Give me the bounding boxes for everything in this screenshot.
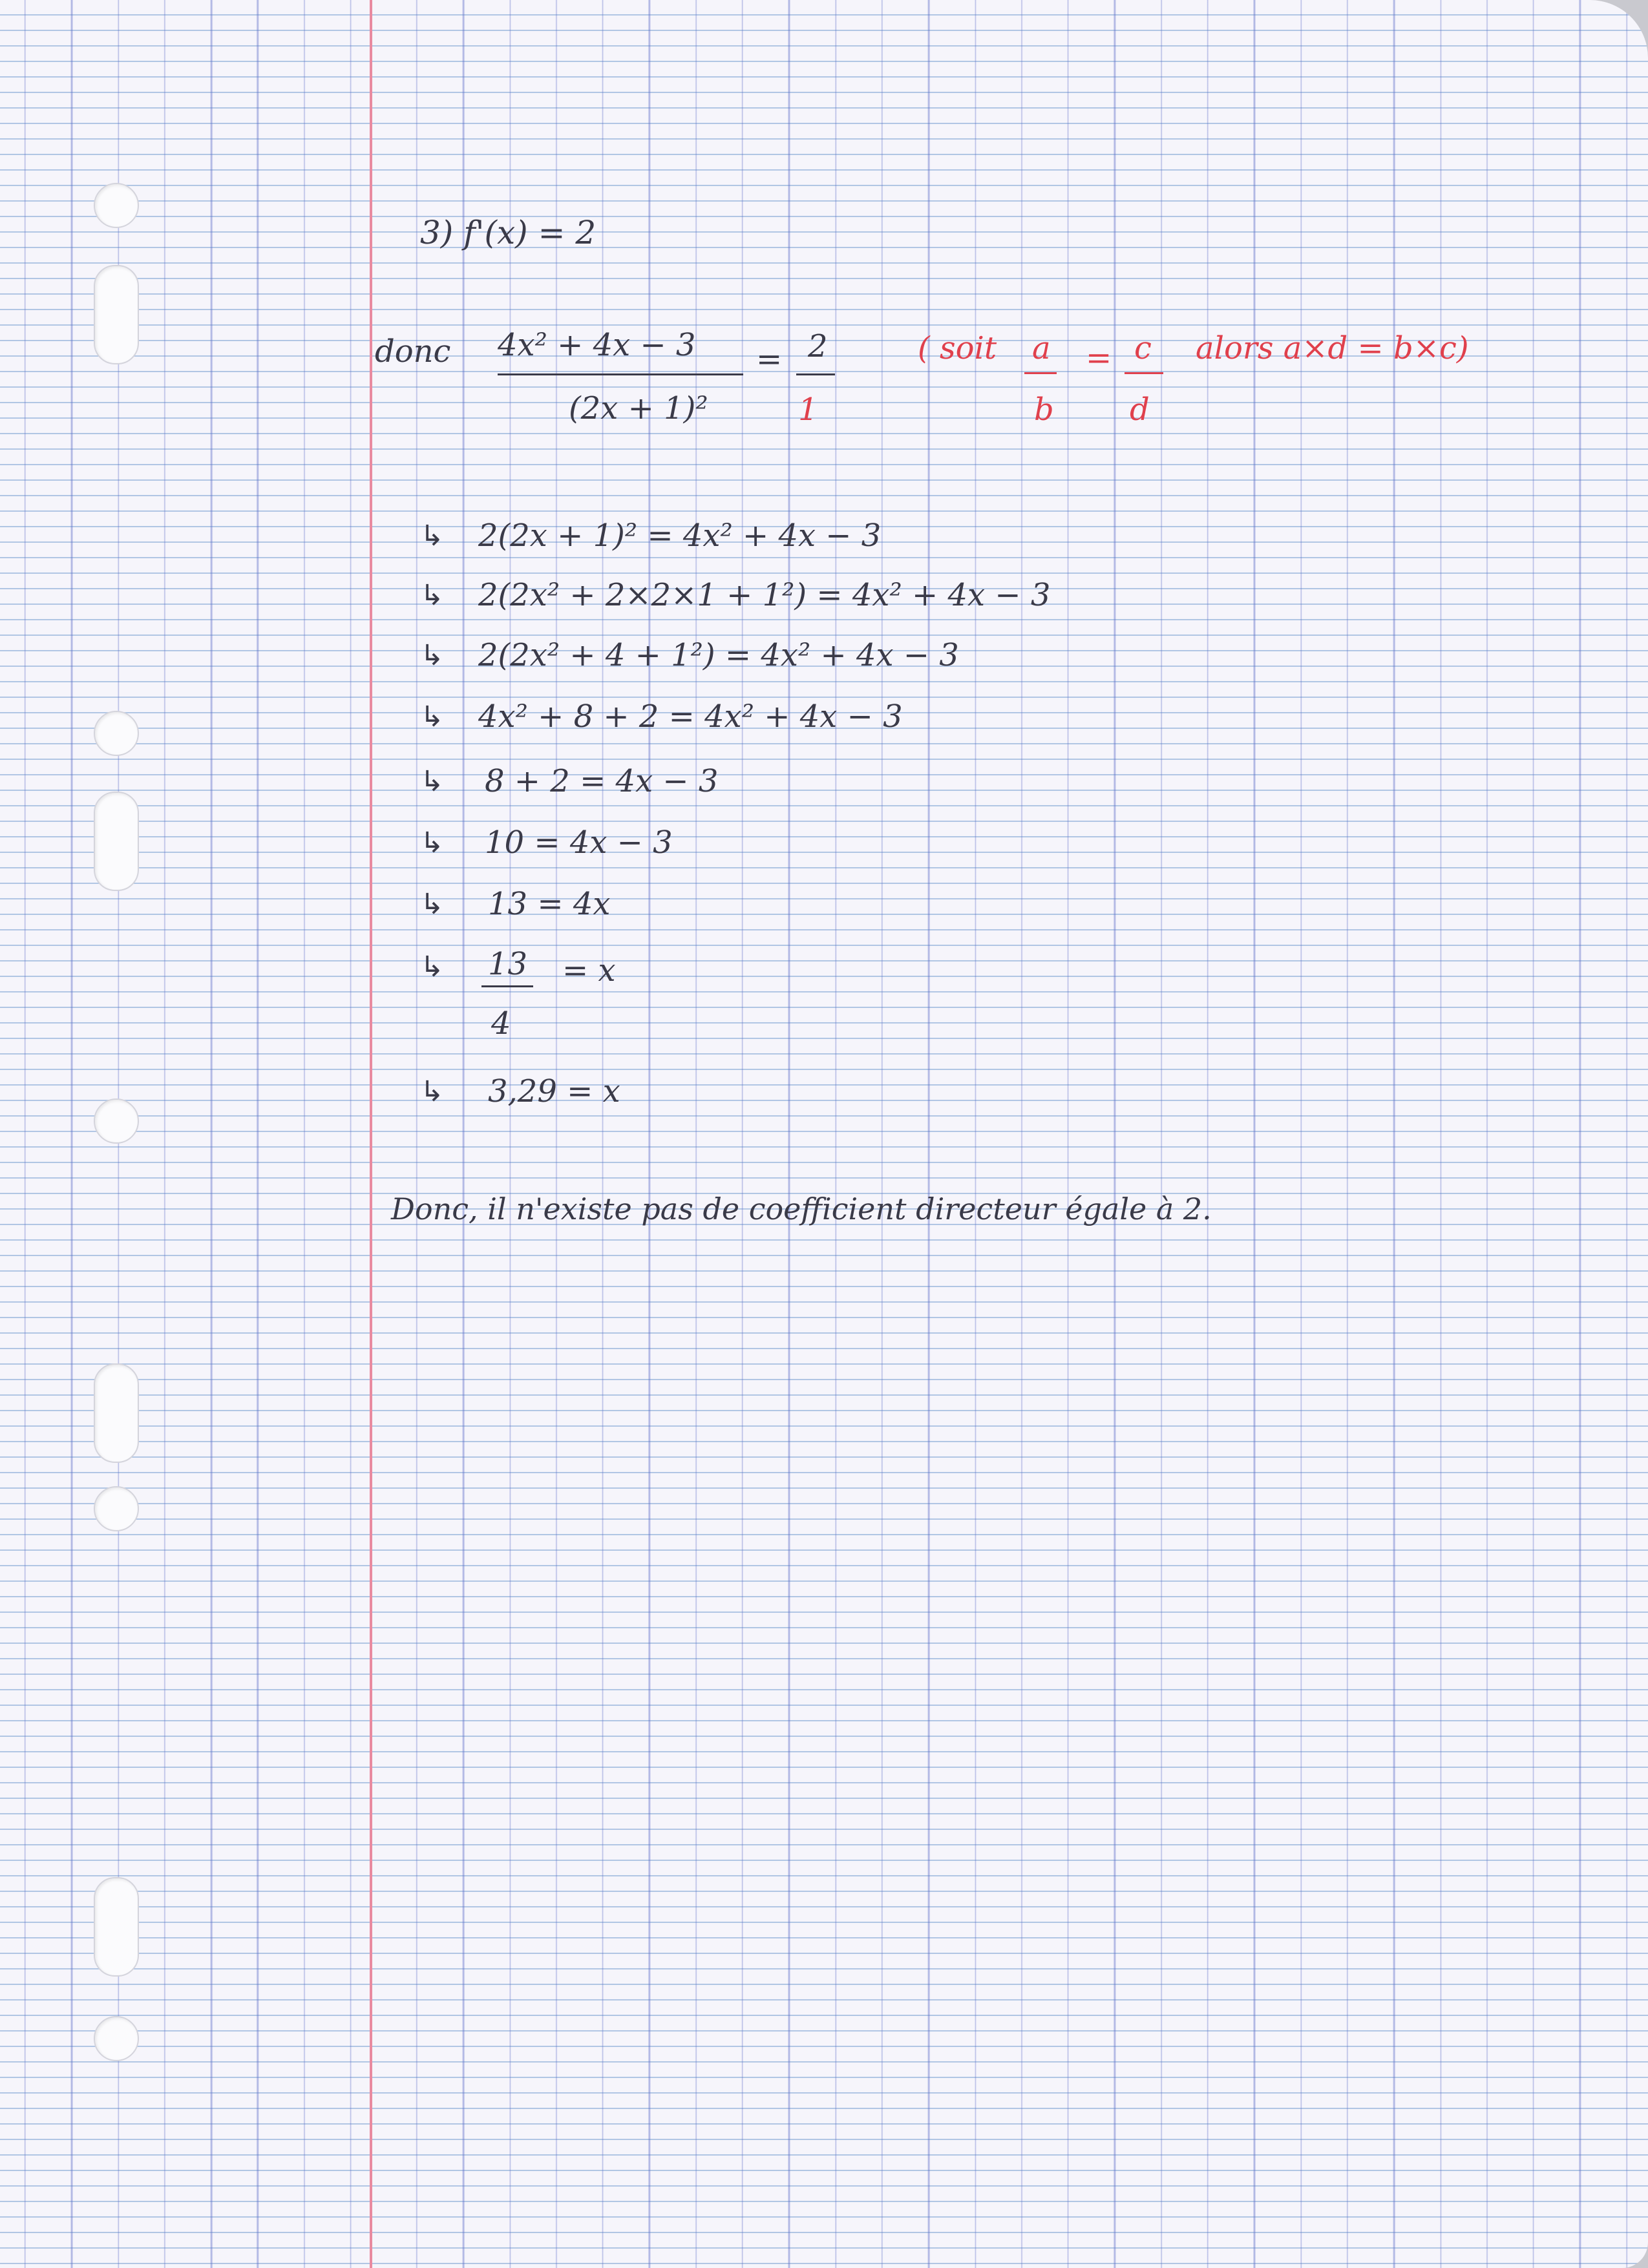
- note-d: d: [1130, 392, 1150, 428]
- step-1: 2(2x + 1)² = 4x² + 4x − 3: [478, 518, 882, 554]
- question-header: 3) f'(x) = 2: [420, 214, 597, 251]
- step-8-numerator: 13: [488, 946, 528, 982]
- step-arrow: ↳: [420, 826, 444, 859]
- step-arrow: ↳: [420, 950, 444, 983]
- binder-slot: [94, 1877, 139, 1977]
- step-arrow: ↳: [420, 765, 444, 798]
- step-arrow: ↳: [420, 520, 444, 552]
- binder-hole: [94, 2016, 139, 2061]
- step-8-rhs: = x: [562, 952, 616, 989]
- note-b: b: [1034, 392, 1054, 428]
- step-arrow: ↳: [420, 579, 444, 612]
- step-4: 4x² + 8 + 2 = 4x² + 4x − 3: [478, 698, 903, 735]
- rhs-denominator: 1: [798, 392, 818, 428]
- binder-hole: [94, 183, 139, 228]
- note-cd-bar: [1125, 372, 1163, 374]
- rhs-fraction-bar: [796, 373, 835, 375]
- margin-line: [370, 0, 372, 2268]
- binder-hole: [94, 711, 139, 756]
- binder-hole: [94, 1486, 139, 1531]
- note-open: ( soit: [918, 330, 997, 366]
- fraction-equals: =: [756, 341, 783, 377]
- binder-hole: [94, 1098, 139, 1144]
- step-3: 2(2x² + 4 + 1²) = 4x² + 4x − 3: [478, 637, 959, 673]
- conclusion: Donc, il n'existe pas de coefficient directeur égale à 2.: [391, 1192, 1212, 1226]
- note-then: alors a×d = b×c): [1196, 330, 1469, 366]
- step-arrow: ↳: [420, 888, 444, 921]
- step-arrow: ↳: [420, 639, 444, 672]
- binder-slot: [94, 265, 139, 364]
- binder-slot: [94, 1363, 139, 1463]
- step-6: 10 = 4x − 3: [485, 824, 673, 861]
- note-equals: =: [1086, 340, 1112, 376]
- fraction-numerator: 4x² + 4x − 3: [498, 327, 696, 363]
- step-5: 8 + 2 = 4x − 3: [485, 763, 719, 799]
- note-c: c: [1134, 330, 1152, 366]
- rhs-numerator: 2: [808, 328, 828, 364]
- step-arrow: ↳: [420, 700, 444, 733]
- step-2: 2(2x² + 2×2×1 + 1²) = 4x² + 4x − 3: [478, 577, 1051, 613]
- step-final: 3,29 = x: [488, 1073, 620, 1109]
- donc-label: donc: [375, 333, 451, 370]
- step-arrow: ↳: [420, 1075, 444, 1108]
- binder-slot: [94, 792, 139, 891]
- note-ab-bar: [1024, 372, 1057, 374]
- step-8-denominator: 4: [491, 1005, 511, 1042]
- fraction-denominator: (2x + 1)²: [569, 390, 708, 426]
- fraction-bar: [498, 373, 743, 375]
- step-7: 13 = 4x: [488, 886, 611, 922]
- step-8-fraction-bar: [481, 985, 533, 987]
- note-a: a: [1032, 330, 1051, 366]
